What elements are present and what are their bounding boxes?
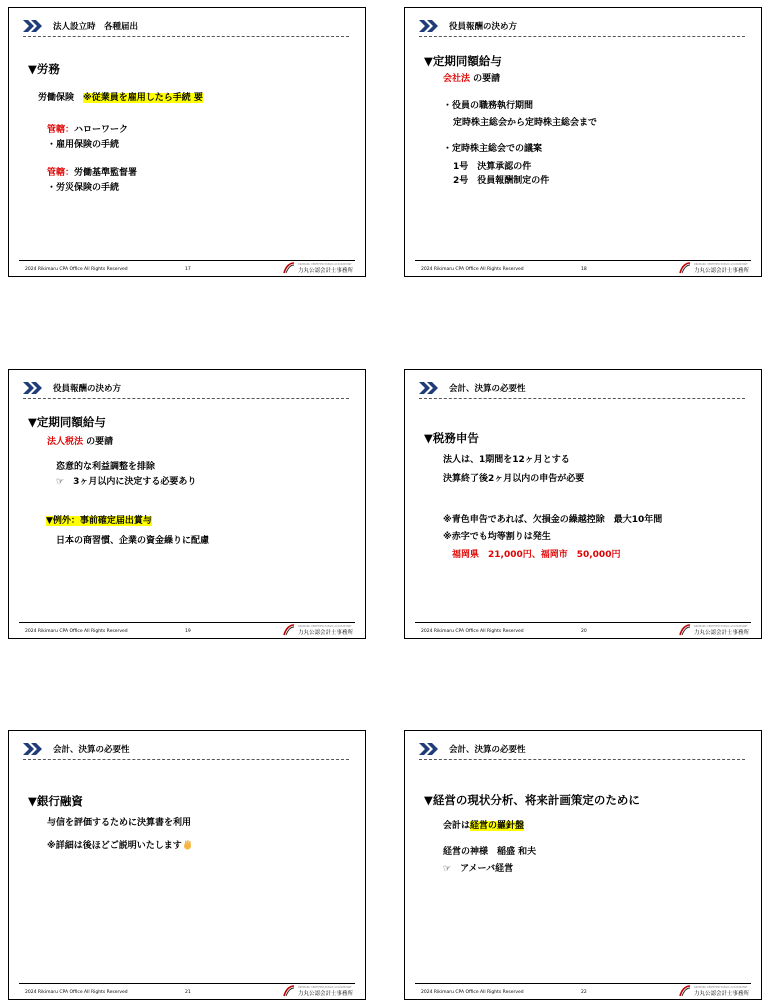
slide-header (419, 380, 526, 396)
slide-title: 会計、決算の必要性 (449, 384, 526, 394)
line-3: ※青色申告であれば、欠損金の繰越控除 最大10年間 (443, 515, 663, 525)
footer-copyright: 2024 Rikimaru CPA Office All Rights Reserved (421, 990, 524, 995)
slide-22 (404, 730, 762, 1000)
office-logo: RIKIMARU CERTIFIED PUBLIC ACCOUNTANT 力丸公認会計士事務所 (678, 262, 749, 274)
office-logo: RIKIMARU CERTIFIED PUBLIC ACCOUNTANT 力丸公認会計士事務所 (282, 624, 353, 636)
slide-title: 法人設立時 各種届出 (53, 22, 139, 32)
header-divider (419, 36, 745, 37)
footer-copyright: 2024 Rikimaru CPA Office All Rights Reserved (421, 267, 524, 272)
slide-header (23, 741, 130, 757)
page-number: 21 (185, 990, 191, 995)
header-divider (419, 398, 745, 399)
ok-hand-icon (183, 840, 192, 850)
item-2-sub-1: 1号 決算承認の件 (453, 162, 532, 172)
jurisdiction-2: 管轄：労働基準監督署 (47, 168, 138, 178)
slide-header (23, 18, 138, 34)
line-2: 経営の神様 稲盛 和夫 (443, 847, 537, 857)
double-chevron-icon (419, 19, 441, 33)
line-1: 与信を評価するために決算書を利用 (47, 818, 192, 828)
highlight-note: ※従業員を雇用したら手続 要 (83, 93, 203, 103)
header-divider (23, 398, 349, 399)
slide-title: 会計、決算の必要性 (449, 745, 526, 755)
slide-17 (8, 7, 366, 277)
item-2: ・定時株主総会での議案 (443, 144, 543, 154)
office-logo: RIKIMARU CERTIFIED PUBLIC ACCOUNTANT 力丸公認会計士事務所 (282, 985, 353, 997)
logo-mark-icon (678, 985, 691, 997)
double-chevron-icon (23, 381, 45, 395)
page-number: 22 (581, 990, 587, 995)
footer-divider (415, 983, 751, 984)
exception-line: ▼例外：事前確定届出賞与 (46, 516, 152, 526)
line-1: 法人は、1期間を12ヶ月とする (443, 455, 570, 465)
section-heading: ▼税務申告 (424, 431, 479, 445)
double-chevron-icon (23, 742, 45, 756)
footer-divider (19, 983, 355, 984)
footer-divider (19, 622, 355, 623)
header-divider (419, 759, 745, 760)
section-heading: ▼経営の現状分析、将来計画策定のために (424, 793, 640, 807)
footer-copyright: 2024 Rikimaru CPA Office All Rights Reserved (25, 267, 128, 272)
slide-20 (404, 369, 762, 639)
line-1: 会計は経営の羅針盤 (443, 821, 525, 831)
section-heading: ▼定期同額給与 (424, 54, 502, 68)
slide-title: 役員報酬の決め方 (449, 22, 518, 32)
item-2-sub-2: 2号 役員報酬制定の件 (453, 176, 550, 186)
header-divider (23, 36, 349, 37)
logo-mark-icon (282, 262, 295, 274)
slide-21 (8, 730, 366, 1000)
line-4: ※赤字でも均等割りは発生 (443, 532, 551, 542)
line-3: ☞ アメーバ経営 (443, 864, 514, 874)
double-chevron-icon (419, 742, 441, 756)
slide-header (419, 18, 517, 34)
line-5: 福岡県 21,000円、福岡市 50,000円 (452, 550, 621, 560)
page-number: 19 (185, 629, 191, 634)
jurisdiction-1-item: ・雇用保険の手続 (47, 140, 120, 150)
double-chevron-icon (23, 19, 45, 33)
footer-copyright: 2024 Rikimaru CPA Office All Rights Reserved (421, 629, 524, 634)
jurisdiction-2-item: ・労災保険の手続 (47, 183, 120, 193)
footer-divider (415, 260, 751, 261)
logo-mark-icon (282, 624, 295, 636)
line-2: 決算終了後2ヶ月以内の申告が必要 (443, 474, 585, 484)
slide-19 (8, 369, 366, 639)
line-2: ☞ 3ヶ月以内に決定する必要あり (56, 477, 197, 487)
double-chevron-icon (419, 381, 441, 395)
item-1-sub: 定時株主総会から定時株主総会まで (453, 118, 598, 128)
logo-mark-icon (282, 985, 295, 997)
line-1: 恣意的な利益調整を排除 (56, 462, 156, 472)
labor-insurance-line: 労働保険 ※従業員を雇用したら手続 要 (38, 93, 203, 103)
line-3: 日本の商習慣、企業の資金繰りに配慮 (56, 536, 210, 546)
footer-divider (415, 622, 751, 623)
footer-copyright: 2024 Rikimaru CPA Office All Rights Reserved (25, 990, 128, 995)
logo-mark-icon (678, 624, 691, 636)
line-2: ※詳細は後ほどご説明いたします (47, 840, 192, 852)
highlight-note: 経営の羅針盤 (470, 821, 525, 831)
requirement-line: 会社法 の要請 (443, 74, 501, 84)
slide-title: 会計、決算の必要性 (53, 745, 130, 755)
section-heading: ▼定期同額給与 (28, 415, 106, 429)
slide-18 (404, 7, 762, 277)
item-1: ・役員の職務執行期間 (443, 101, 534, 111)
office-logo: RIKIMARU CERTIFIED PUBLIC ACCOUNTANT 力丸公認会計士事務所 (678, 985, 749, 997)
slide-title: 役員報酬の決め方 (53, 384, 122, 394)
office-logo: RIKIMARU CERTIFIED PUBLIC ACCOUNTANT 力丸公認会計士事務所 (678, 624, 749, 636)
logo-mark-icon (678, 262, 691, 274)
section-heading: ▼労務 (28, 62, 60, 76)
slide-header (419, 741, 526, 757)
section-heading: ▼銀行融資 (28, 794, 83, 808)
footer-copyright: 2024 Rikimaru CPA Office All Rights Reserved (25, 629, 128, 634)
page-number: 18 (581, 267, 587, 272)
office-logo: RIKIMARU CERTIFIED PUBLIC ACCOUNTANT 力丸公認会計士事務所 (282, 262, 353, 274)
footer-divider (19, 260, 355, 261)
header-divider (23, 759, 349, 760)
jurisdiction-1: 管轄：ハローワーク (47, 125, 129, 135)
page-number: 20 (581, 629, 587, 634)
requirement-line: 法人税法 の要請 (47, 437, 114, 447)
slide-header (23, 380, 121, 396)
page-number: 17 (185, 267, 191, 272)
